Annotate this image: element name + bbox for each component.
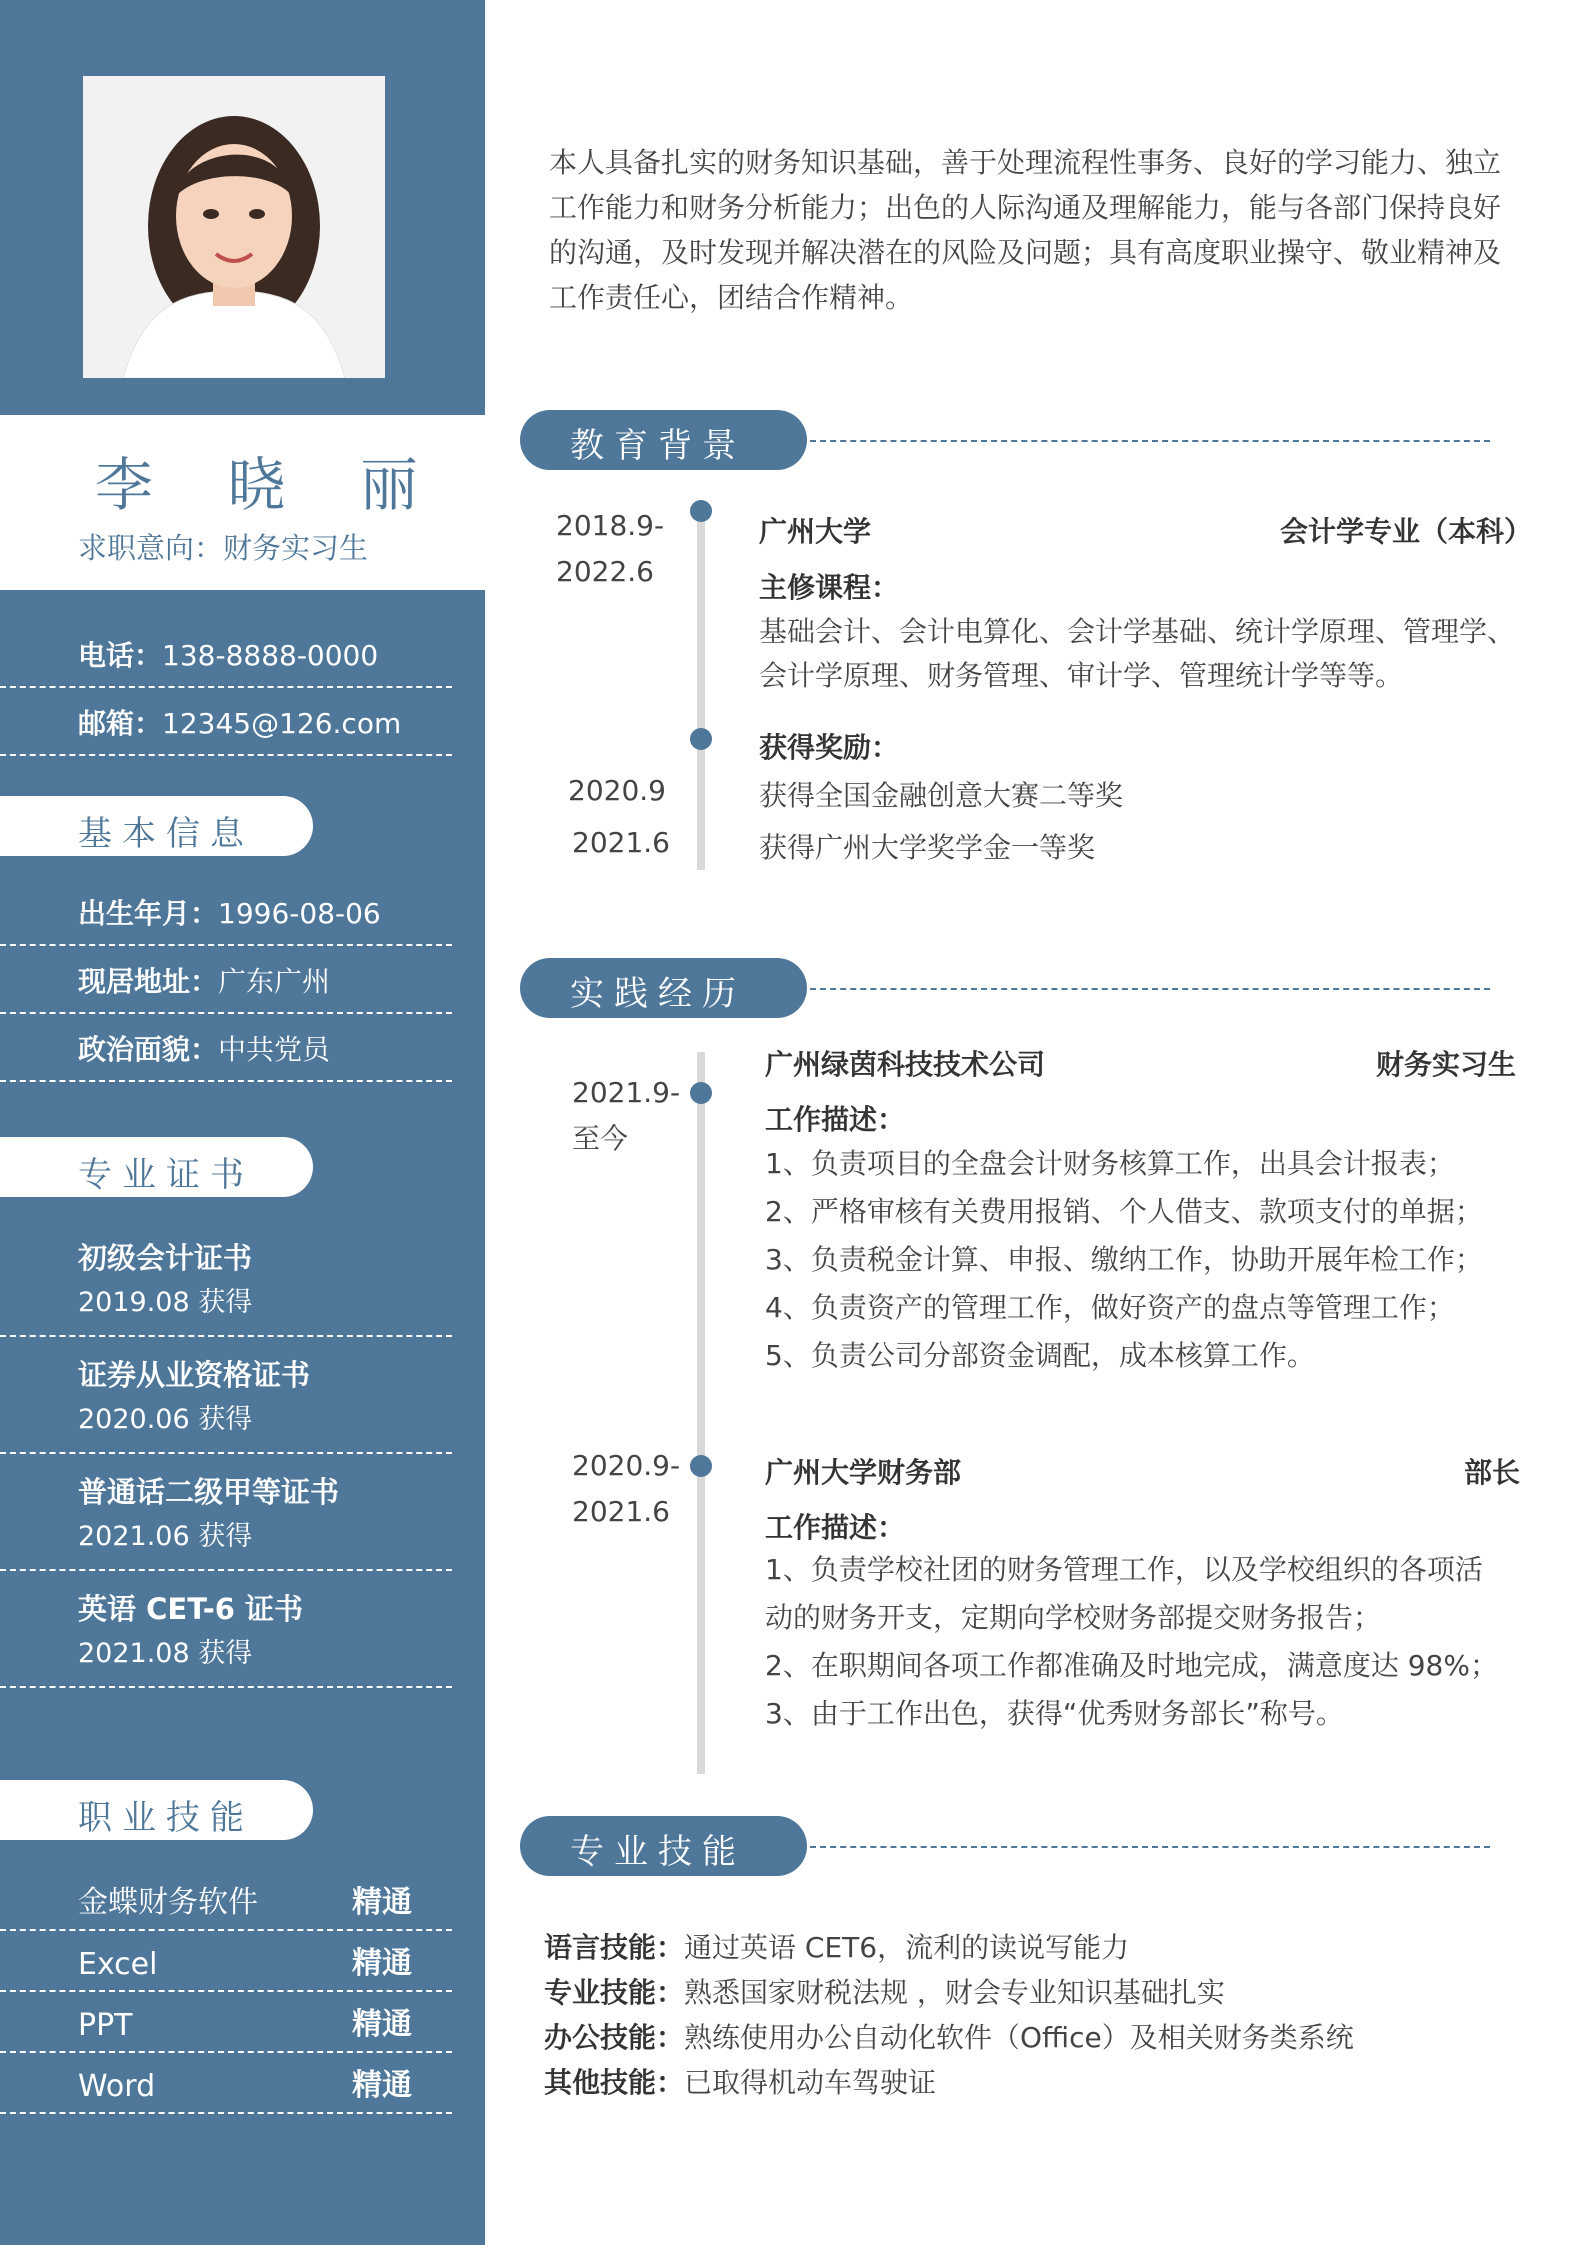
candidate-name: 李 晓 丽 (95, 451, 446, 519)
certificates-heading (0, 1137, 313, 1197)
timeline-dot (690, 728, 712, 750)
certificate-date: 2019.08 获得 (78, 1287, 253, 1318)
skill-level: 精通 (352, 1885, 412, 1920)
duty-list (765, 1546, 1498, 1738)
skill-name: 金蝶财务软件 (78, 1885, 258, 1920)
experience-title: 实践经历 (570, 974, 746, 1014)
job-date (572, 1443, 680, 1535)
skill-row (0, 1870, 452, 1931)
duty-item: 3、由于工作出色，获得“优秀财务部长”称号。 (765, 1697, 1344, 1730)
email-value: 12345@126.com (162, 707, 402, 740)
address-value: 广东广州 (218, 965, 331, 998)
contact-block (0, 620, 452, 756)
portrait-image (83, 76, 385, 378)
pro-skill-item (544, 2015, 1354, 2060)
birth-value: 1996-08-06 (218, 897, 381, 930)
pro-skills-list (544, 1925, 1354, 2105)
job-date (572, 1070, 680, 1162)
certificate-item (0, 1454, 452, 1571)
certificate-name: 证券从业资格证书 (78, 1358, 311, 1392)
company-name: 广州绿茵科技技术公司 (765, 1048, 1046, 1081)
phone-row (0, 620, 452, 688)
basic-info-list (0, 878, 452, 1082)
skill-row (0, 1931, 452, 1992)
courses-line: 基础会计、会计电算化、会计学基础、统计学原理、管理学、 (759, 615, 1516, 648)
certificate-date: 2020.06 获得 (78, 1404, 253, 1435)
courses-line: 会计学原理、财务管理、审计学、管理统计学等等。 (759, 659, 1404, 692)
job-date-start: 2020.9- (572, 1449, 681, 1482)
duty-item: 5、负责公司分部资金调配，成本核算工作。 (765, 1339, 1315, 1372)
email-row (0, 688, 452, 756)
duty-list (765, 1140, 1483, 1380)
education-heading (520, 410, 1490, 470)
pro-skill-label: 其他技能： (544, 2066, 685, 2099)
pro-skill-item (544, 1970, 1354, 2015)
certificate-item (0, 1571, 452, 1688)
job-skills-heading (0, 1780, 313, 1840)
pro-skill-item (544, 1925, 1354, 1970)
birth-row (0, 878, 452, 946)
profile-photo (83, 76, 385, 378)
section-divider (810, 440, 1490, 442)
job-role: 财务实习生 (1376, 1048, 1517, 1081)
skill-level: 精通 (352, 2007, 412, 2042)
section-divider (810, 1846, 1490, 1848)
job-skills-list (0, 1870, 452, 2114)
birth-label: 出生年月： (78, 897, 219, 930)
phone-label: 电话： (78, 639, 163, 672)
timeline-dot (690, 500, 712, 522)
education-date-end: 2022.6 (556, 555, 654, 588)
basic-info-title: 基本信息 (78, 814, 254, 854)
certificate-name: 普通话二级甲等证书 (78, 1475, 340, 1509)
basic-info-heading (0, 796, 313, 856)
phone-value: 138-8888-0000 (162, 639, 379, 672)
address-label: 现居地址： (78, 965, 219, 998)
duty-item: 2、严格审核有关费用报销、个人借支、款项支付的单据； (765, 1195, 1483, 1228)
politics-row (0, 1014, 452, 1082)
duty-item: 2、在职期间各项工作都准确及时地完成，满意度达 98%； (765, 1649, 1498, 1682)
award-text: 获得全国金融创意大赛二等奖 (759, 779, 1124, 812)
courses-label: 主修课程： (759, 571, 900, 604)
pro-skill-text: 熟悉国家财税法规 ，财会专业知识基础扎实 (684, 1976, 1225, 2009)
job-objective: 求职意向：财务实习生 (78, 531, 369, 565)
job-desc-label: 工作描述： (765, 1103, 906, 1136)
certificate-name: 英语 CET-6 证书 (78, 1592, 304, 1626)
award-text: 获得广州大学奖学金一等奖 (759, 831, 1096, 864)
email-label: 邮箱： (78, 707, 163, 740)
experience-timeline (697, 1052, 705, 1774)
skill-name: PPT (78, 2008, 133, 2043)
education-date-start: 2018.9- (556, 509, 665, 542)
timeline-dot (690, 1455, 712, 1477)
school-name: 广州大学 (759, 515, 872, 548)
skill-level: 精通 (352, 1946, 412, 1981)
company-name: 广州大学财务部 (765, 1456, 962, 1489)
duty-item: 动的财务开支，定期向学校财务部提交财务报告； (765, 1601, 1382, 1634)
job-skills-title: 职业技能 (78, 1798, 254, 1838)
pro-skill-text: 已取得机动车驾驶证 (684, 2066, 937, 2099)
duty-item: 4、负责资产的管理工作，做好资产的盘点等管理工作； (765, 1291, 1455, 1324)
certificate-date: 2021.06 获得 (78, 1521, 253, 1552)
timeline-dot (690, 1082, 712, 1104)
section-divider (810, 988, 1490, 990)
certificate-item (0, 1220, 452, 1337)
duty-item: 1、负责学校社团的财务管理工作，以及学校组织的各项活 (765, 1553, 1483, 1586)
skill-name: Word (78, 2069, 156, 2104)
certificate-name: 初级会计证书 (78, 1241, 253, 1275)
politics-value: 中共党员 (218, 1033, 331, 1066)
skill-row (0, 1992, 452, 2053)
education-date (556, 503, 664, 595)
job-date-end: 至今 (572, 1122, 629, 1155)
pro-skill-text: 通过英语 CET6，流利的读说写能力 (684, 1931, 1130, 1964)
skill-level: 精通 (352, 2068, 412, 2103)
pro-skill-label: 办公技能： (544, 2021, 685, 2054)
politics-label: 政治面貌： (78, 1033, 219, 1066)
certificate-date: 2021.08 获得 (78, 1638, 253, 1669)
address-row (0, 946, 452, 1014)
pro-skill-label: 专业技能： (544, 1976, 685, 2009)
job-desc-label: 工作描述： (765, 1511, 906, 1544)
education-title: 教育背景 (570, 426, 746, 466)
pro-skills-heading (520, 1816, 1490, 1876)
skill-row (0, 2053, 452, 2114)
duty-item: 3、负责税金计算、申报、缴纳工作，协助开展年检工作； (765, 1243, 1483, 1276)
award-date: 2021.6 (572, 826, 670, 859)
award-date: 2020.9 (568, 774, 666, 807)
skill-name: Excel (78, 1947, 158, 1982)
certificates-list (0, 1220, 452, 1688)
pro-skill-item (544, 2060, 1354, 2105)
job-role: 部长 (1464, 1456, 1521, 1489)
pro-skills-title: 专业技能 (570, 1832, 746, 1872)
job-date-end: 2021.6 (572, 1495, 670, 1528)
duty-item: 1、负责项目的全盘会计财务核算工作，出具会计报表； (765, 1147, 1455, 1180)
certificate-item (0, 1337, 452, 1454)
pro-skill-text: 熟练使用办公自动化软件（Office）及相关财务类系统 (684, 2021, 1354, 2054)
pro-skill-label: 语言技能： (544, 1931, 685, 1964)
major-degree: 会计学专业（本科） (1280, 515, 1533, 548)
experience-heading (520, 958, 1490, 1018)
job-date-start: 2021.9- (572, 1076, 681, 1109)
certificates-title: 专业证书 (78, 1155, 254, 1195)
awards-label: 获得奖励： (759, 731, 900, 764)
self-summary: 本人具备扎实的财务知识基础，善于处理流程性事务、良好的学习能力、独立工作能力和财务分析能力；出色的人际沟通及理解能力，能与各部门保持良好的沟通，及时发现并解决潜在的风险及问题；具有高度职业操守、敬业精神及工作责任心，团结合作精神。 (549, 146, 1502, 314)
education-timeline (697, 505, 705, 870)
